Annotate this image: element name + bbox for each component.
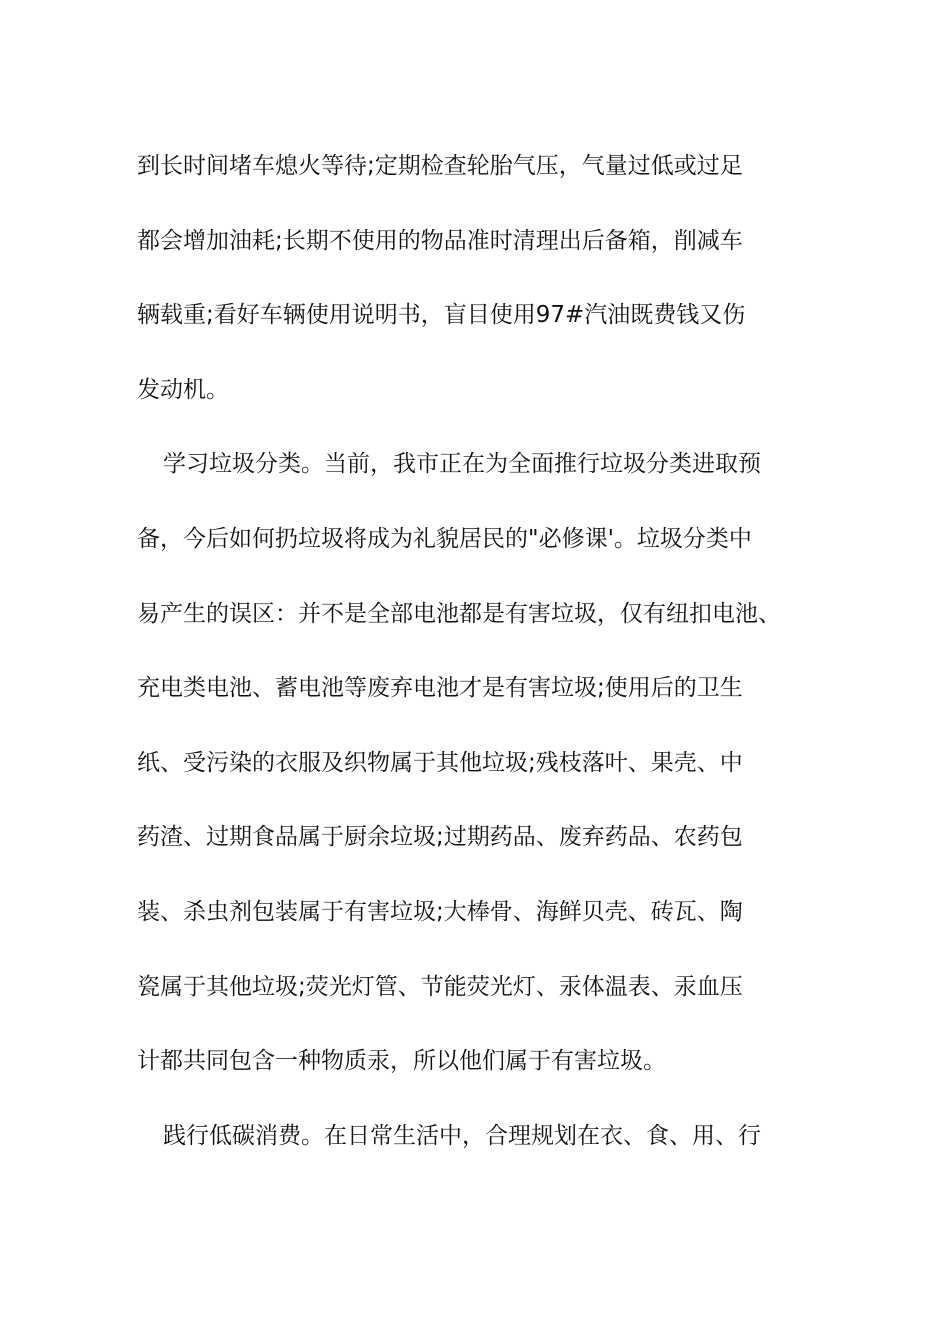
text-line: 药渣、过期食品属于厨余垃圾;过期药品、废弃药品、农药包 — [137, 824, 743, 851]
text-line: 到长时间堵车熄火等待;定期检查轮胎气压，气量过低或过足 — [137, 153, 743, 179]
text-line: 装、杀虫剂包装属于有害垃圾;大棒骨、海鲜贝壳、砖瓦、陶 — [137, 898, 743, 925]
text-line: 备，今后如何扔垃圾将成为礼貌居民的"必修课'。垃圾分类中 — [137, 525, 752, 552]
text-line: 都会增加油耗;长期不使用的物品准时清理出后备箱，削减车 — [137, 227, 743, 254]
text-line: 计都共同包含一种物质汞，所以他们属于有害垃圾。 — [137, 1048, 666, 1075]
text-line: 纸、受污染的衣服及织物属于其他垃圾;残枝落叶、果壳、中 — [137, 749, 743, 776]
text-line: 瓷属于其他垃圾;荧光灯管、节能荧光灯、汞体温表、汞血压 — [137, 973, 743, 1000]
paragraph-start-line: 学习垃圾分类。当前，我市正在为全面推行垃圾分类进取预 — [163, 451, 761, 478]
body-text — [137, 144, 827, 1188]
paragraph-start-line: 践行低碳消费。在日常生活中，合理规划在衣、食、用、行 — [163, 1122, 761, 1149]
text-line: 充电类电池、蓄电池等废弃电池才是有害垃圾;使用后的卫生 — [137, 675, 743, 702]
text-line: 易产生的误区：并不是全部电池都是有害垃圾，仅有纽扣电池、 — [137, 600, 781, 627]
text-line: 辆载重;看好车辆使用说明书，盲目使用97#汽油既费钱又伤 — [137, 302, 746, 329]
text-line: 发动机。 — [137, 376, 229, 403]
